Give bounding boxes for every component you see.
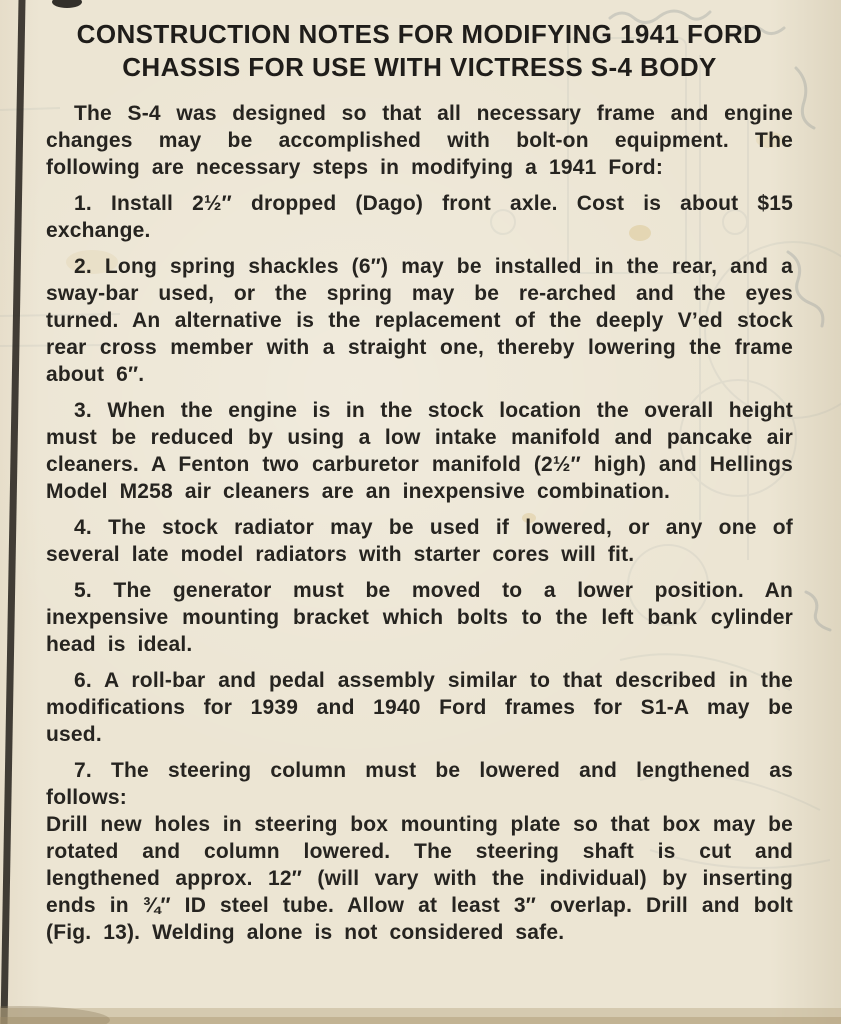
document-title bbox=[46, 18, 793, 84]
step-6-paragraph: 6. A roll-bar and pedal assembly similar to that described in the modifications for 1939 and 1940 Ford frames for S1-A may be used. bbox=[46, 669, 793, 746]
page-edge-shadow-bottom bbox=[0, 1006, 841, 1024]
step-3-paragraph: 3. When the engine is in the stock location the overall height must be reduced by using a low intake manifold and pancake air cleaners. A Fenton two carburetor manifold (2½″ high) and Hellings Model M258 air cleaners are an inexpensive combination. bbox=[46, 399, 793, 503]
step-2-paragraph: 2. Long spring shackles (6″) may be installed in the rear, and a sway-bar used, or the spring may be re-arched and the eyes turned. An alternative is the replacement of the deeply V’ed stock rear cross member with a straight one, thereby lowering the frame about 6″. bbox=[46, 255, 793, 386]
step-1-paragraph: 1. Install 2½″ dropped (Dago) front axle. Cost is about $15 exchange. bbox=[46, 192, 793, 242]
step-4-paragraph: 4. The stock radiator may be used if lowered, or any one of several late model radiators with starter cores will fit. bbox=[46, 516, 793, 566]
steering-detail-paragraph: Drill new holes in steering box mounting plate so that box may be rotated and column lowered. The steering shaft is cut and lengthened approx. 12″ (will vary with the individual) by inserting ends in ¾″ ID steel tube. Allow at least 3″ overlap. Drill and bolt (Fig. 13). Welding alone is not considered safe. bbox=[46, 813, 793, 944]
step-5-paragraph: 5. The generator must be moved to a lower position. An inexpensive mounting bracket which bolts to the left bank cylinder head is ideal. bbox=[46, 579, 793, 656]
intro-paragraph: The S-4 was designed so that all necessary frame and engine changes may be accomplished with bolt-on equipment. The following are necessary steps in modifying a 1941 Ford: bbox=[46, 102, 793, 179]
title-line-2: CHASSIS FOR USE WITH VICTRESS S-4 BODY bbox=[122, 52, 717, 82]
title-line-1: CONSTRUCTION NOTES FOR MODIFYING 1941 FORD bbox=[76, 19, 763, 49]
step-7-paragraph: 7. The steering column must be lowered and lengthened as follows: bbox=[46, 759, 793, 809]
